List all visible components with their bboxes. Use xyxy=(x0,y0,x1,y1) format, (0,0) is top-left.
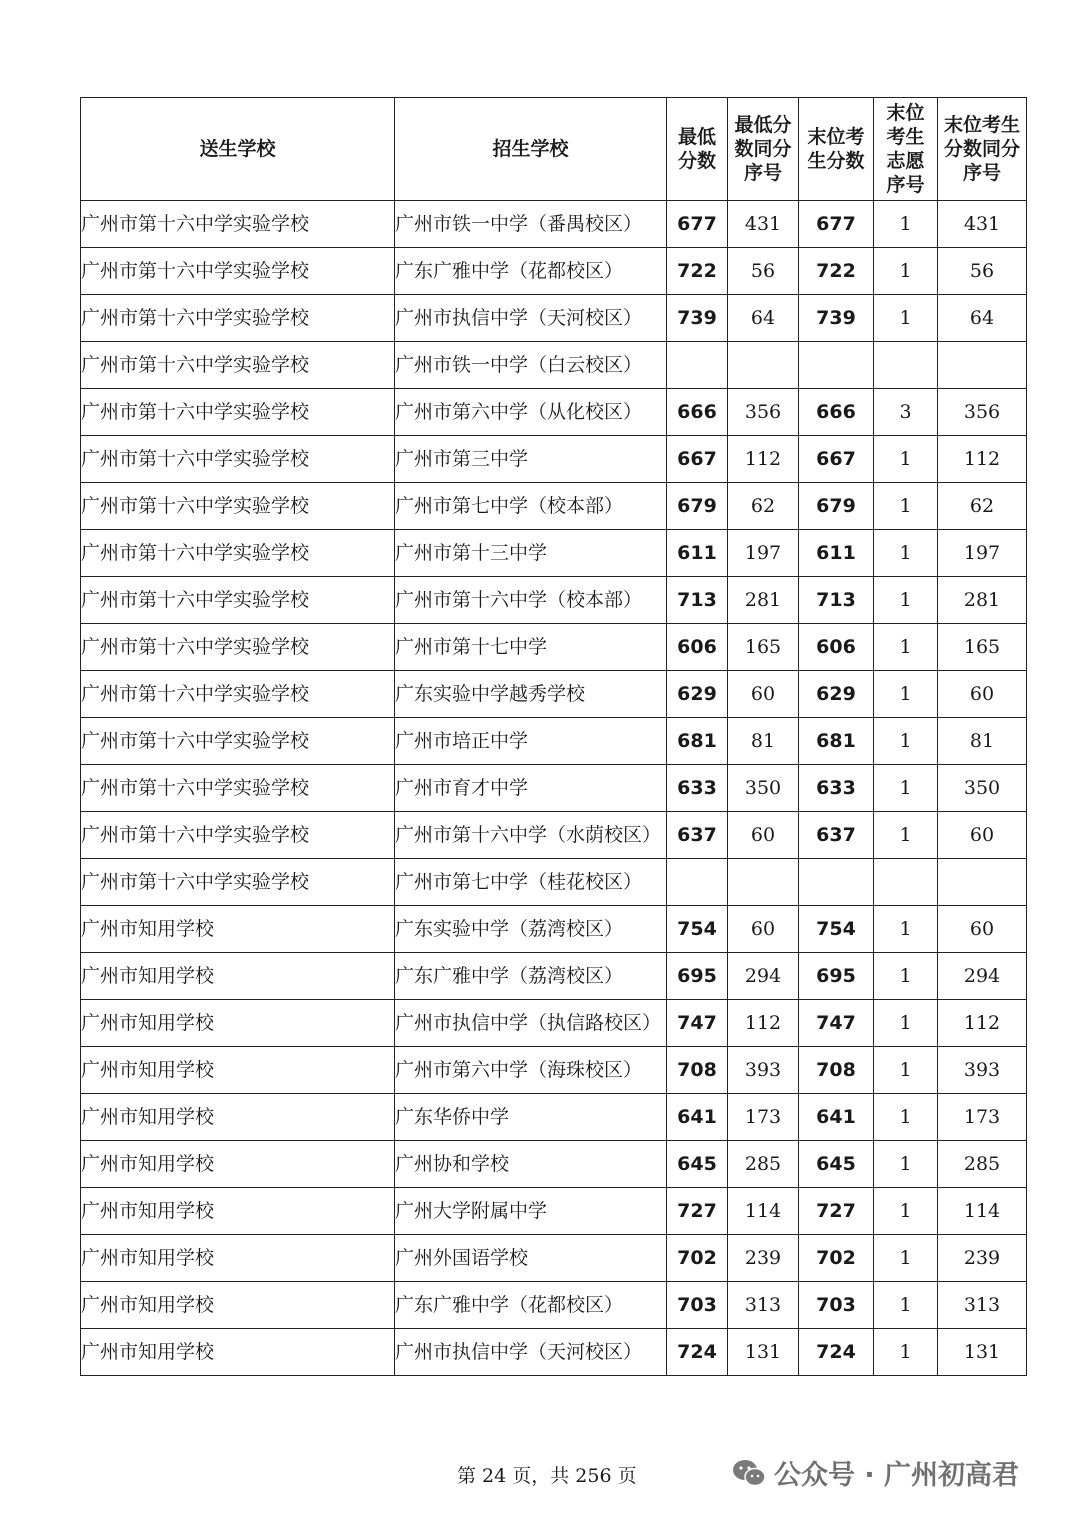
score-cell: 754 xyxy=(799,906,874,953)
admitting-school-cell: 广州大学附属中学 xyxy=(395,1188,667,1235)
score-cell: 1 xyxy=(874,812,938,859)
score-cell: 1 xyxy=(874,906,938,953)
sending-school-cell: 广州市第十六中学实验学校 xyxy=(81,248,395,295)
score-cell: 1 xyxy=(874,718,938,765)
score-cell: 641 xyxy=(799,1094,874,1141)
score-cell: 727 xyxy=(799,1188,874,1235)
score-cell: 60 xyxy=(728,812,799,859)
score-cell: 112 xyxy=(938,1000,1027,1047)
admitting-school-cell: 广州外国语学校 xyxy=(395,1235,667,1282)
score-cell: 294 xyxy=(938,953,1027,1000)
admitting-school-cell: 广东广雅中学（花都校区） xyxy=(395,248,667,295)
admitting-school-cell: 广州协和学校 xyxy=(395,1141,667,1188)
score-cell: 285 xyxy=(938,1141,1027,1188)
score-cell: 747 xyxy=(799,1000,874,1047)
score-cell: 165 xyxy=(728,624,799,671)
score-cell: 60 xyxy=(938,906,1027,953)
score-cell xyxy=(938,342,1027,389)
score-cell: 1 xyxy=(874,483,938,530)
admitting-school-cell: 广东华侨中学 xyxy=(395,1094,667,1141)
column-header: 末位考生 分数同分 序号 xyxy=(938,98,1027,201)
score-cell: 667 xyxy=(799,436,874,483)
score-cell: 708 xyxy=(667,1047,728,1094)
table-row xyxy=(81,201,1027,248)
sending-school-cell: 广州市第十六中学实验学校 xyxy=(81,342,395,389)
score-cell: 165 xyxy=(938,624,1027,671)
admitting-school-cell: 广州市第十六中学（水荫校区） xyxy=(395,812,667,859)
table-row xyxy=(81,1047,1027,1094)
sending-school-cell: 广州市第十六中学实验学校 xyxy=(81,718,395,765)
score-cell: 62 xyxy=(938,483,1027,530)
admitting-school-cell: 广东实验中学（荔湾校区） xyxy=(395,906,667,953)
score-cell: 285 xyxy=(728,1141,799,1188)
score-cell: 713 xyxy=(799,577,874,624)
column-header: 末位考 生分数 xyxy=(799,98,874,201)
score-cell: 294 xyxy=(728,953,799,1000)
sending-school-cell: 广州市第十六中学实验学校 xyxy=(81,624,395,671)
score-cell: 611 xyxy=(799,530,874,577)
sending-school-cell: 广州市知用学校 xyxy=(81,1047,395,1094)
score-cell: 1 xyxy=(874,295,938,342)
score-cell: 3 xyxy=(874,389,938,436)
table-row xyxy=(81,436,1027,483)
table-row xyxy=(81,1329,1027,1376)
score-cell: 56 xyxy=(728,248,799,295)
score-cell: 611 xyxy=(667,530,728,577)
sending-school-cell: 广州市第十六中学实验学校 xyxy=(81,577,395,624)
score-cell: 393 xyxy=(728,1047,799,1094)
score-cell: 606 xyxy=(667,624,728,671)
page-number: 第 24 页，共 256 页 xyxy=(457,1465,637,1487)
score-cell: 1 xyxy=(874,1282,938,1329)
score-cell: 81 xyxy=(728,718,799,765)
score-cell: 173 xyxy=(938,1094,1027,1141)
admitting-school-cell: 广州市第十三中学 xyxy=(395,530,667,577)
column-header: 最低分 数同分 序号 xyxy=(728,98,799,201)
score-cell: 1 xyxy=(874,1329,938,1376)
admitting-school-cell: 广州市铁一中学（番禺校区） xyxy=(395,201,667,248)
score-cell xyxy=(667,859,728,906)
score-cell: 629 xyxy=(799,671,874,718)
sending-school-cell: 广州市第十六中学实验学校 xyxy=(81,530,395,577)
sending-school-cell: 广州市第十六中学实验学校 xyxy=(81,436,395,483)
score-cell: 112 xyxy=(938,436,1027,483)
column-header: 最低 分数 xyxy=(667,98,728,201)
score-cell: 60 xyxy=(728,906,799,953)
admitting-school-cell: 广州市执信中学（天河校区） xyxy=(395,1329,667,1376)
wechat-icon xyxy=(732,1458,766,1488)
score-cell: 637 xyxy=(667,812,728,859)
score-cell: 281 xyxy=(938,577,1027,624)
column-header: 招生学校 xyxy=(395,98,667,201)
sending-school-cell: 广州市第十六中学实验学校 xyxy=(81,765,395,812)
table-row xyxy=(81,812,1027,859)
score-cell xyxy=(799,342,874,389)
sending-school-cell: 广州市知用学校 xyxy=(81,1000,395,1047)
score-cell: 350 xyxy=(938,765,1027,812)
table-row xyxy=(81,577,1027,624)
watermark-text: 公众号 · 广州初高君 xyxy=(774,1460,1020,1491)
score-cell: 722 xyxy=(667,248,728,295)
score-cell: 637 xyxy=(799,812,874,859)
score-cell: 1 xyxy=(874,1047,938,1094)
table-header-row xyxy=(81,98,1027,201)
score-cell: 114 xyxy=(938,1188,1027,1235)
score-cell: 81 xyxy=(938,718,1027,765)
score-cell: 114 xyxy=(728,1188,799,1235)
table-row xyxy=(81,718,1027,765)
sending-school-cell: 广州市第十六中学实验学校 xyxy=(81,671,395,718)
sending-school-cell: 广州市知用学校 xyxy=(81,953,395,1000)
score-cell: 56 xyxy=(938,248,1027,295)
admitting-school-cell: 广州市执信中学（执信路校区） xyxy=(395,1000,667,1047)
score-cell: 702 xyxy=(799,1235,874,1282)
score-cell: 666 xyxy=(667,389,728,436)
score-cell xyxy=(874,859,938,906)
admitting-school-cell: 广东广雅中学（荔湾校区） xyxy=(395,953,667,1000)
sending-school-cell: 广州市知用学校 xyxy=(81,1141,395,1188)
score-cell: 681 xyxy=(667,718,728,765)
score-cell: 62 xyxy=(728,483,799,530)
score-cell: 713 xyxy=(667,577,728,624)
column-header: 末位 考生 志愿 序号 xyxy=(874,98,938,201)
score-cell: 356 xyxy=(938,389,1027,436)
admitting-school-cell: 广东实验中学越秀学校 xyxy=(395,671,667,718)
score-cell: 112 xyxy=(728,1000,799,1047)
score-cell: 1 xyxy=(874,577,938,624)
score-cell: 1 xyxy=(874,436,938,483)
admitting-school-cell: 广东广雅中学（花都校区） xyxy=(395,1282,667,1329)
score-cell: 1 xyxy=(874,1000,938,1047)
admitting-school-cell: 广州市执信中学（天河校区） xyxy=(395,295,667,342)
score-cell: 350 xyxy=(728,765,799,812)
score-cell xyxy=(799,859,874,906)
table-row xyxy=(81,1141,1027,1188)
score-cell: 667 xyxy=(667,436,728,483)
score-cell: 1 xyxy=(874,201,938,248)
table-row xyxy=(81,1235,1027,1282)
score-cell: 681 xyxy=(799,718,874,765)
score-cell: 695 xyxy=(799,953,874,1000)
admitting-school-cell: 广州市第六中学（海珠校区） xyxy=(395,1047,667,1094)
table-row xyxy=(81,624,1027,671)
score-cell: 1 xyxy=(874,953,938,1000)
admitting-school-cell: 广州市第十六中学（校本部） xyxy=(395,577,667,624)
admitting-school-cell: 广州市第七中学（校本部） xyxy=(395,483,667,530)
score-cell xyxy=(938,859,1027,906)
score-cell: 727 xyxy=(667,1188,728,1235)
score-cell: 281 xyxy=(728,577,799,624)
score-cell: 112 xyxy=(728,436,799,483)
score-cell: 64 xyxy=(728,295,799,342)
score-cell: 695 xyxy=(667,953,728,1000)
score-cell: 1 xyxy=(874,248,938,295)
score-cell: 356 xyxy=(728,389,799,436)
score-cell: 606 xyxy=(799,624,874,671)
score-cell: 703 xyxy=(667,1282,728,1329)
table-row xyxy=(81,483,1027,530)
score-cell: 1 xyxy=(874,530,938,577)
score-cell xyxy=(667,342,728,389)
score-cell: 1 xyxy=(874,624,938,671)
score-cell: 197 xyxy=(728,530,799,577)
sending-school-cell: 广州市第十六中学实验学校 xyxy=(81,201,395,248)
sending-school-cell: 广州市知用学校 xyxy=(81,1282,395,1329)
score-cell: 1 xyxy=(874,1235,938,1282)
score-cell: 173 xyxy=(728,1094,799,1141)
admitting-school-cell: 广州市培正中学 xyxy=(395,718,667,765)
table-row xyxy=(81,906,1027,953)
score-cell: 641 xyxy=(667,1094,728,1141)
score-cell: 131 xyxy=(938,1329,1027,1376)
score-cell: 645 xyxy=(667,1141,728,1188)
column-header: 送生学校 xyxy=(81,98,395,201)
table-row xyxy=(81,1000,1027,1047)
score-cell: 239 xyxy=(938,1235,1027,1282)
sending-school-cell: 广州市知用学校 xyxy=(81,1235,395,1282)
table-row xyxy=(81,248,1027,295)
table-row xyxy=(81,342,1027,389)
score-cell: 197 xyxy=(938,530,1027,577)
table-row xyxy=(81,1282,1027,1329)
table-row xyxy=(81,1188,1027,1235)
score-cell: 60 xyxy=(728,671,799,718)
admitting-school-cell: 广州市第三中学 xyxy=(395,436,667,483)
score-cell: 703 xyxy=(799,1282,874,1329)
score-cell: 431 xyxy=(938,201,1027,248)
score-cell: 239 xyxy=(728,1235,799,1282)
score-cell: 677 xyxy=(667,201,728,248)
score-cell: 633 xyxy=(667,765,728,812)
score-cell: 393 xyxy=(938,1047,1027,1094)
admission-table xyxy=(80,97,1027,1376)
table-row xyxy=(81,1094,1027,1141)
score-cell xyxy=(874,342,938,389)
sending-school-cell: 广州市第十六中学实验学校 xyxy=(81,859,395,906)
score-cell: 633 xyxy=(799,765,874,812)
score-cell: 313 xyxy=(728,1282,799,1329)
sending-school-cell: 广州市第十六中学实验学校 xyxy=(81,483,395,530)
admitting-school-cell: 广州市育才中学 xyxy=(395,765,667,812)
score-cell: 679 xyxy=(799,483,874,530)
score-cell: 722 xyxy=(799,248,874,295)
admitting-school-cell: 广州市第七中学（桂花校区） xyxy=(395,859,667,906)
score-cell: 60 xyxy=(938,671,1027,718)
score-cell: 677 xyxy=(799,201,874,248)
score-cell: 64 xyxy=(938,295,1027,342)
score-cell: 679 xyxy=(667,483,728,530)
admitting-school-cell: 广州市第六中学（从化校区） xyxy=(395,389,667,436)
score-cell: 431 xyxy=(728,201,799,248)
sending-school-cell: 广州市知用学校 xyxy=(81,1329,395,1376)
sending-school-cell: 广州市知用学校 xyxy=(81,906,395,953)
score-cell: 739 xyxy=(667,295,728,342)
score-cell: 1 xyxy=(874,1188,938,1235)
score-cell: 645 xyxy=(799,1141,874,1188)
watermark xyxy=(732,1453,1019,1492)
admitting-school-cell: 广州市第十七中学 xyxy=(395,624,667,671)
score-cell: 1 xyxy=(874,671,938,718)
score-cell: 1 xyxy=(874,765,938,812)
table-row xyxy=(81,671,1027,718)
score-cell: 131 xyxy=(728,1329,799,1376)
score-cell: 1 xyxy=(874,1094,938,1141)
sending-school-cell: 广州市第十六中学实验学校 xyxy=(81,812,395,859)
score-cell: 724 xyxy=(799,1329,874,1376)
score-cell: 739 xyxy=(799,295,874,342)
page-footer xyxy=(0,1461,1080,1491)
sending-school-cell: 广州市第十六中学实验学校 xyxy=(81,389,395,436)
sending-school-cell: 广州市第十六中学实验学校 xyxy=(81,295,395,342)
sending-school-cell: 广州市知用学校 xyxy=(81,1188,395,1235)
score-cell: 1 xyxy=(874,1141,938,1188)
table-row xyxy=(81,295,1027,342)
score-cell: 629 xyxy=(667,671,728,718)
score-cell: 708 xyxy=(799,1047,874,1094)
sending-school-cell: 广州市知用学校 xyxy=(81,1094,395,1141)
score-cell: 313 xyxy=(938,1282,1027,1329)
table-row xyxy=(81,389,1027,436)
score-cell: 702 xyxy=(667,1235,728,1282)
score-cell: 754 xyxy=(667,906,728,953)
table-row xyxy=(81,530,1027,577)
score-cell xyxy=(728,342,799,389)
score-cell: 666 xyxy=(799,389,874,436)
admitting-school-cell: 广州市铁一中学（白云校区） xyxy=(395,342,667,389)
score-cell: 60 xyxy=(938,812,1027,859)
score-cell: 747 xyxy=(667,1000,728,1047)
table-row xyxy=(81,859,1027,906)
score-cell xyxy=(728,859,799,906)
score-cell: 724 xyxy=(667,1329,728,1376)
table-row xyxy=(81,765,1027,812)
table-body xyxy=(81,201,1027,1376)
table-row xyxy=(81,953,1027,1000)
